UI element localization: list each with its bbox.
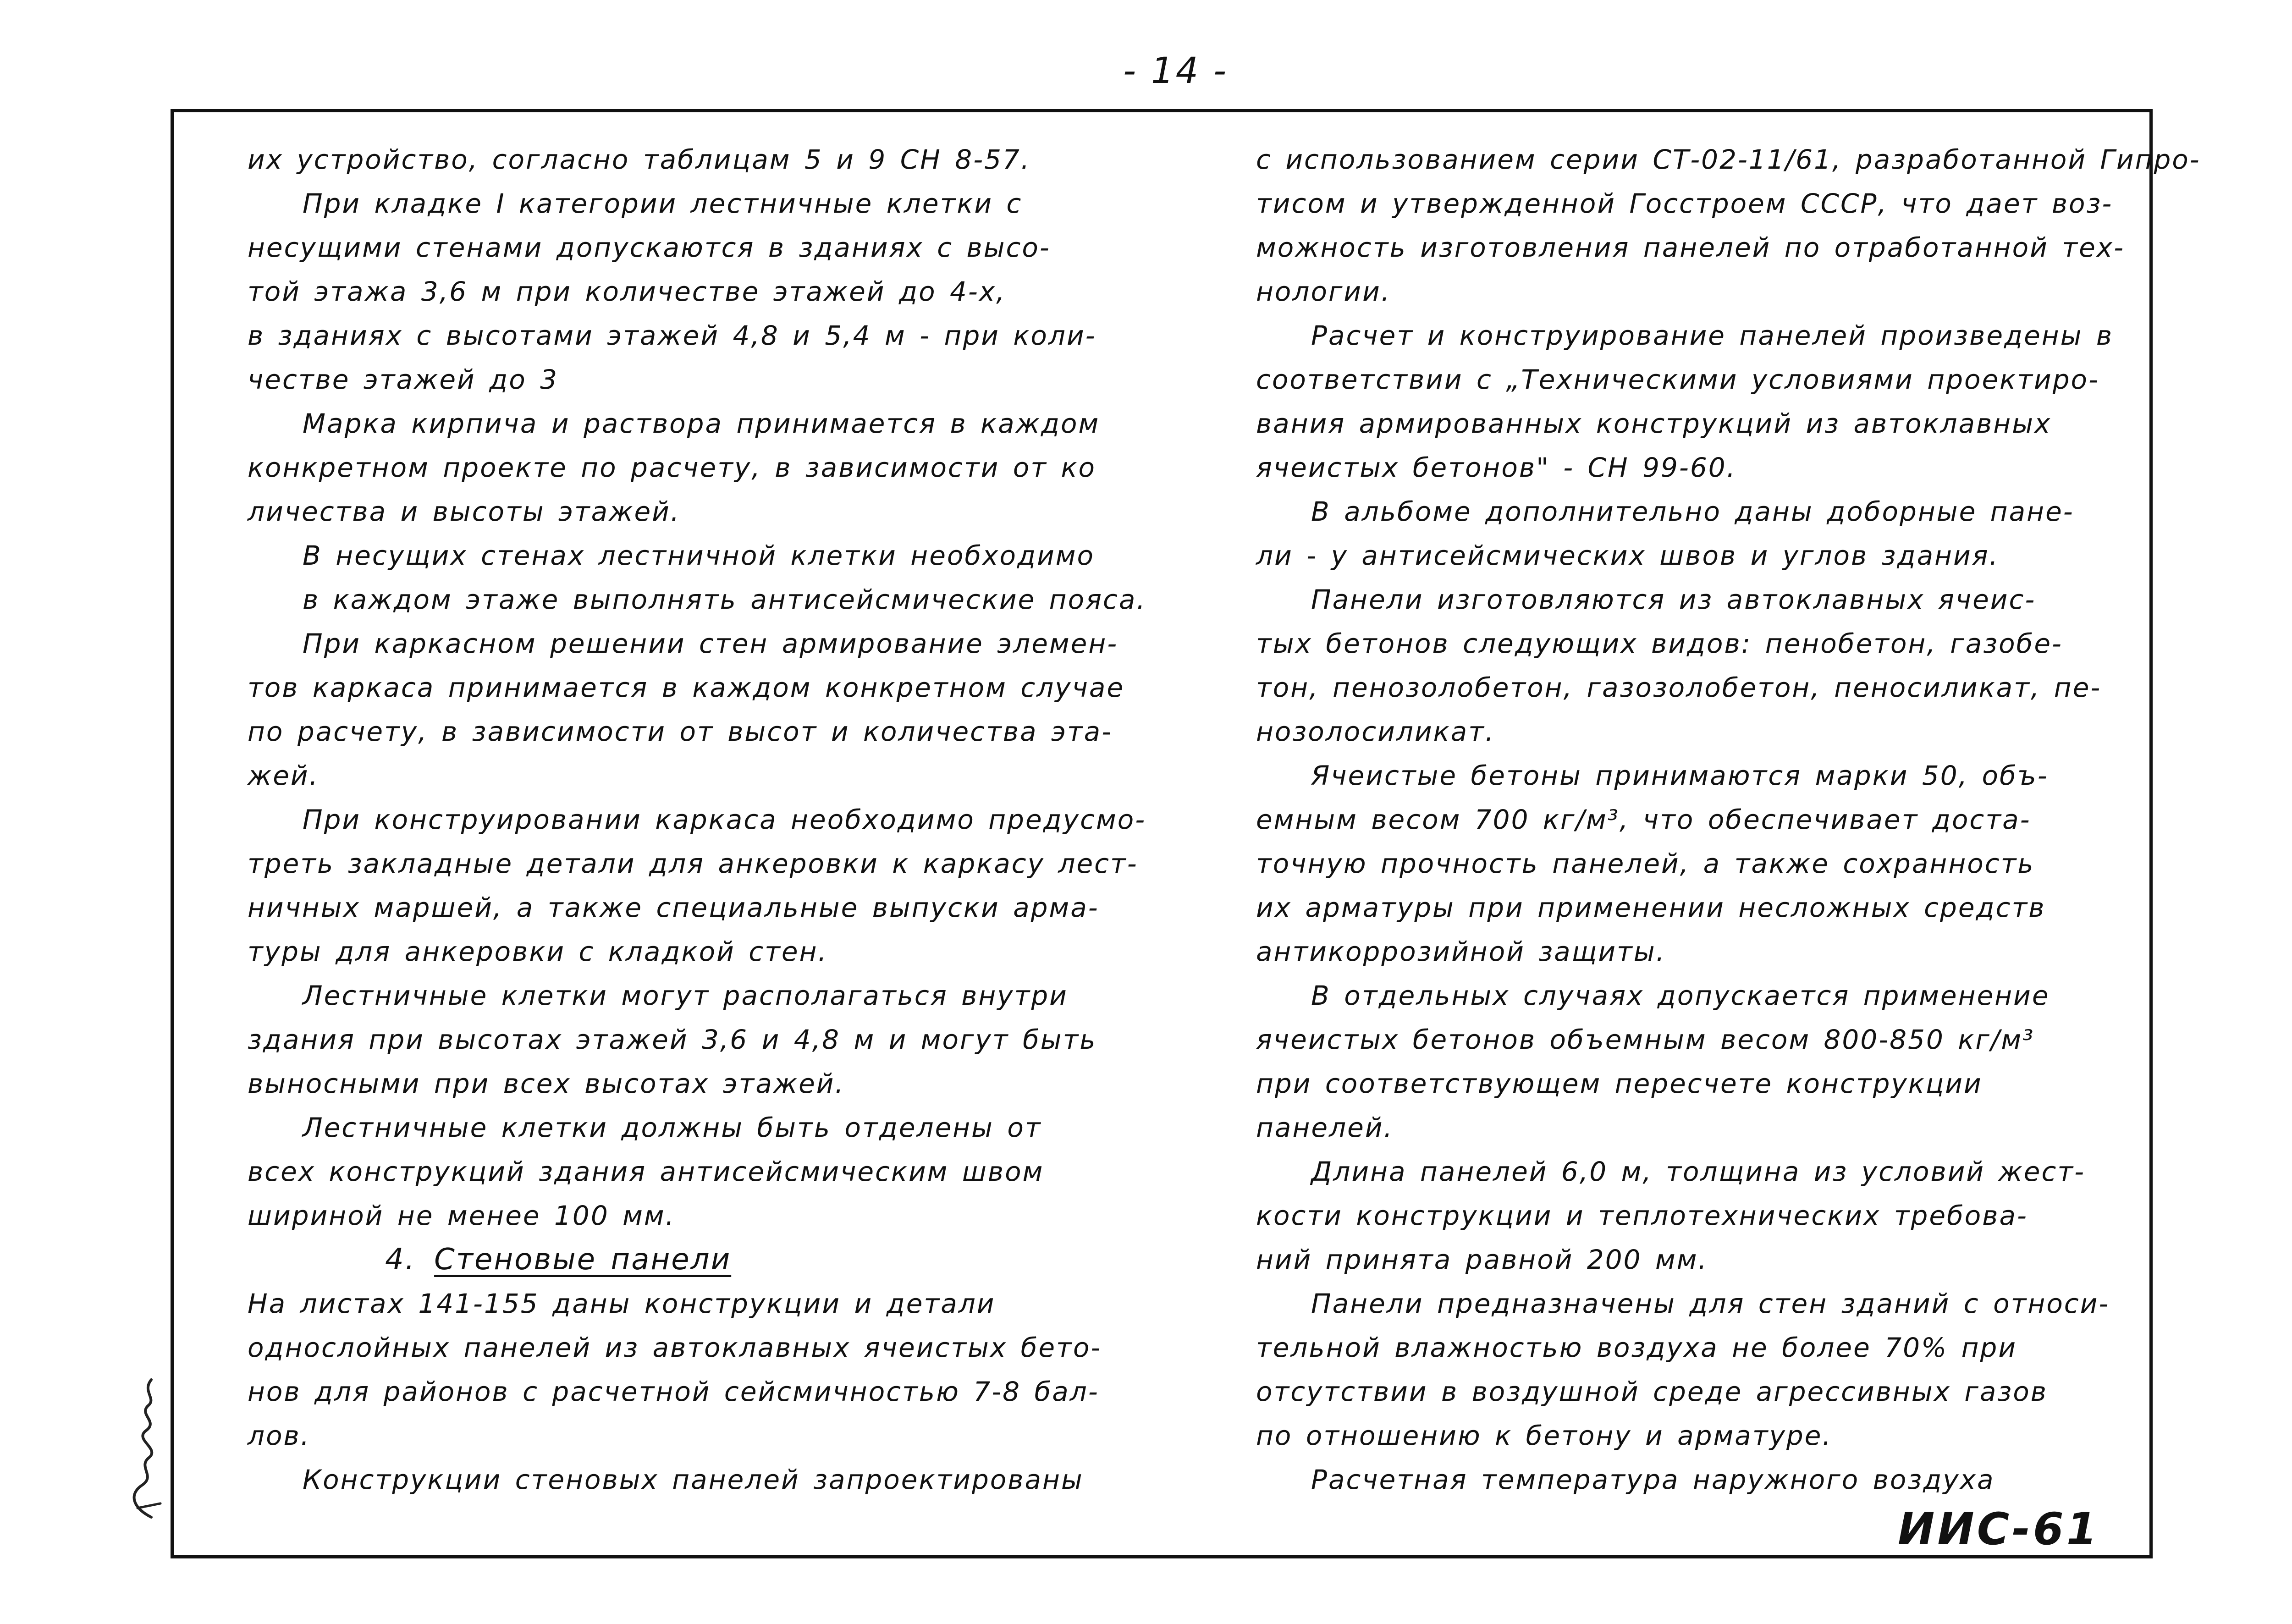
text-line: тон, пенозолобетон, газозолобетон, пеносиликат, пе- (1256, 672, 2102, 703)
text-line: точную прочность панелей, а также сохранность (1256, 848, 2035, 879)
text-line: Длина панелей 6,0 м, толщина из условий жест- (1311, 1156, 2086, 1187)
text-line: туры для анкеровки с кладкой стен. (248, 936, 828, 967)
text-line: тых бетонов следующих видов: пенобетон, газобе- (1256, 628, 2063, 659)
text-line: по отношению к бетону и арматуре. (1256, 1420, 1832, 1451)
text-line: Лестничные клетки должны быть отделены от (303, 1112, 1042, 1143)
text-line: тов каркаса принимается в каждом конкретном случае (248, 672, 1125, 703)
text-line: тисом и утвержденной Госстроем СССР, что дает воз- (1256, 188, 2113, 219)
right-column (1256, 138, 2201, 1502)
text-line: в зданиях с высотами этажей 4,8 и 5,4 м - при коли- (248, 320, 1096, 351)
text-line: Марка кирпича и раствора принимается в каждом (303, 408, 1100, 439)
text-line: при соответствующем пересчете конструкции (1256, 1068, 1983, 1099)
text-line: выносными при всех высотах этажей. (248, 1068, 845, 1099)
text-line: Расчетная температура наружного воздуха (1311, 1464, 1995, 1495)
page-number: - 14 - (1123, 50, 1229, 92)
text-line: Расчет и конструирование панелей произведены в (1311, 320, 2114, 351)
text-line: треть закладные детали для анкеровки к каркасу лест- (248, 848, 1138, 879)
text-line: отсутствии в воздушной среде агрессивных газов (1256, 1376, 2048, 1407)
text-line: емным весом 700 кг/м³, что обеспечивает доста- (1256, 804, 2031, 835)
text-line: нозолосиликат. (1256, 716, 1495, 747)
text-line: в каждом этаже выполнять антисейсмические пояса. (303, 584, 1146, 615)
text-line: Конструкции стеновых панелей запроектированы (303, 1464, 1084, 1495)
text-line: В отдельных случаях допускается применение (1311, 980, 2050, 1011)
left-column (248, 138, 1151, 1502)
text-line: можность изготовления панелей по отработанной тех- (1256, 232, 2125, 263)
text-line: по расчету, в зависимости от высот и количества эта- (248, 716, 1113, 747)
section-heading (248, 1238, 1151, 1282)
text-line: нов для районов с расчетной сейсмичностью 7-8 бал- (248, 1376, 1099, 1407)
text-line: ничных маршей, а также специальные выпуски арма- (248, 892, 1099, 923)
text-line: панелей. (1256, 1112, 1394, 1143)
text-line: ний принята равной 200 мм. (1256, 1244, 1708, 1275)
text-line: нологии. (1256, 276, 1391, 307)
text-line: однослойных панелей из автоклавных ячеистых бето- (248, 1332, 1102, 1363)
text-line: тельной влажностью воздуха не более 70% при (1256, 1332, 2017, 1363)
text-line: несущими стенами допускаются в зданиях с высо- (248, 232, 1051, 263)
text-line: На листах 141-155 даны конструкции и детали (248, 1288, 996, 1319)
text-line: вания армированных конструкций из автоклавных (1256, 408, 2052, 439)
sheet-code: ИИС-61 (1898, 1503, 2100, 1555)
text-line: При конструировании каркаса необходимо предусмо- (303, 804, 1146, 835)
text-line: конкретном проекте по расчету, в зависимости от ко (248, 452, 1096, 483)
text-line: соответствии с „Техническими условиями проектиро- (1256, 364, 2099, 395)
text-line: ячеистых бетонов" - СН 99-60. (1256, 452, 1737, 483)
section-number: 4. (385, 1243, 416, 1277)
text-line: с использованием серии СТ-02-11/61, разработанной Гипро- (1256, 144, 2201, 175)
text-line: их устройство, согласно таблицам 5 и 9 СН 8-57. (248, 144, 1031, 175)
text-line: В альбоме дополнительно даны доборные пане- (1311, 496, 2074, 527)
text-line: их арматуры при применении несложных средств (1256, 892, 2046, 923)
text-line: ячеистых бетонов объемным весом 800-850 кг/м³ (1256, 1024, 2035, 1055)
text-line: В несущих стенах лестничной клетки необходимо (303, 540, 1095, 571)
text-line: Ячеистые бетоны принимаются марки 50, объ- (1311, 760, 2049, 791)
text-line: Лестничные клетки могут располагаться внутри (303, 980, 1068, 1011)
text-line: лов. (248, 1420, 311, 1451)
text-line: всех конструкций здания антисейсмическим швом (248, 1156, 1044, 1187)
text-line: жей. (248, 760, 320, 791)
text-line: Панели предназначены для стен зданий с относи- (1311, 1288, 2110, 1319)
text-line: кости конструкции и теплотехнических требова- (1256, 1200, 2028, 1231)
section-title: Стеновые панели (434, 1243, 732, 1277)
text-line: Панели изготовляются из автоклавных ячеис- (1311, 584, 2036, 615)
text-line: ли - у антисейсмических швов и углов здания. (1256, 540, 2000, 571)
text-line: честве этажей до 3 (248, 364, 559, 395)
text-line: той этажа 3,6 м при количестве этажей до 4-х, (248, 276, 1006, 307)
text-line: личества и высоты этажей. (248, 496, 681, 527)
handwritten-signature (124, 1371, 174, 1522)
text-line: антикоррозийной защиты. (1256, 936, 1666, 967)
text-line: шириной не менее 100 мм. (248, 1200, 676, 1231)
text-line: здания при высотах этажей 3,6 и 4,8 м и могут быть (248, 1024, 1097, 1055)
text-line: При кладке I категории лестничные клетки с (303, 188, 1023, 219)
text-line: При каркасном решении стен армирование элемен- (303, 628, 1118, 659)
